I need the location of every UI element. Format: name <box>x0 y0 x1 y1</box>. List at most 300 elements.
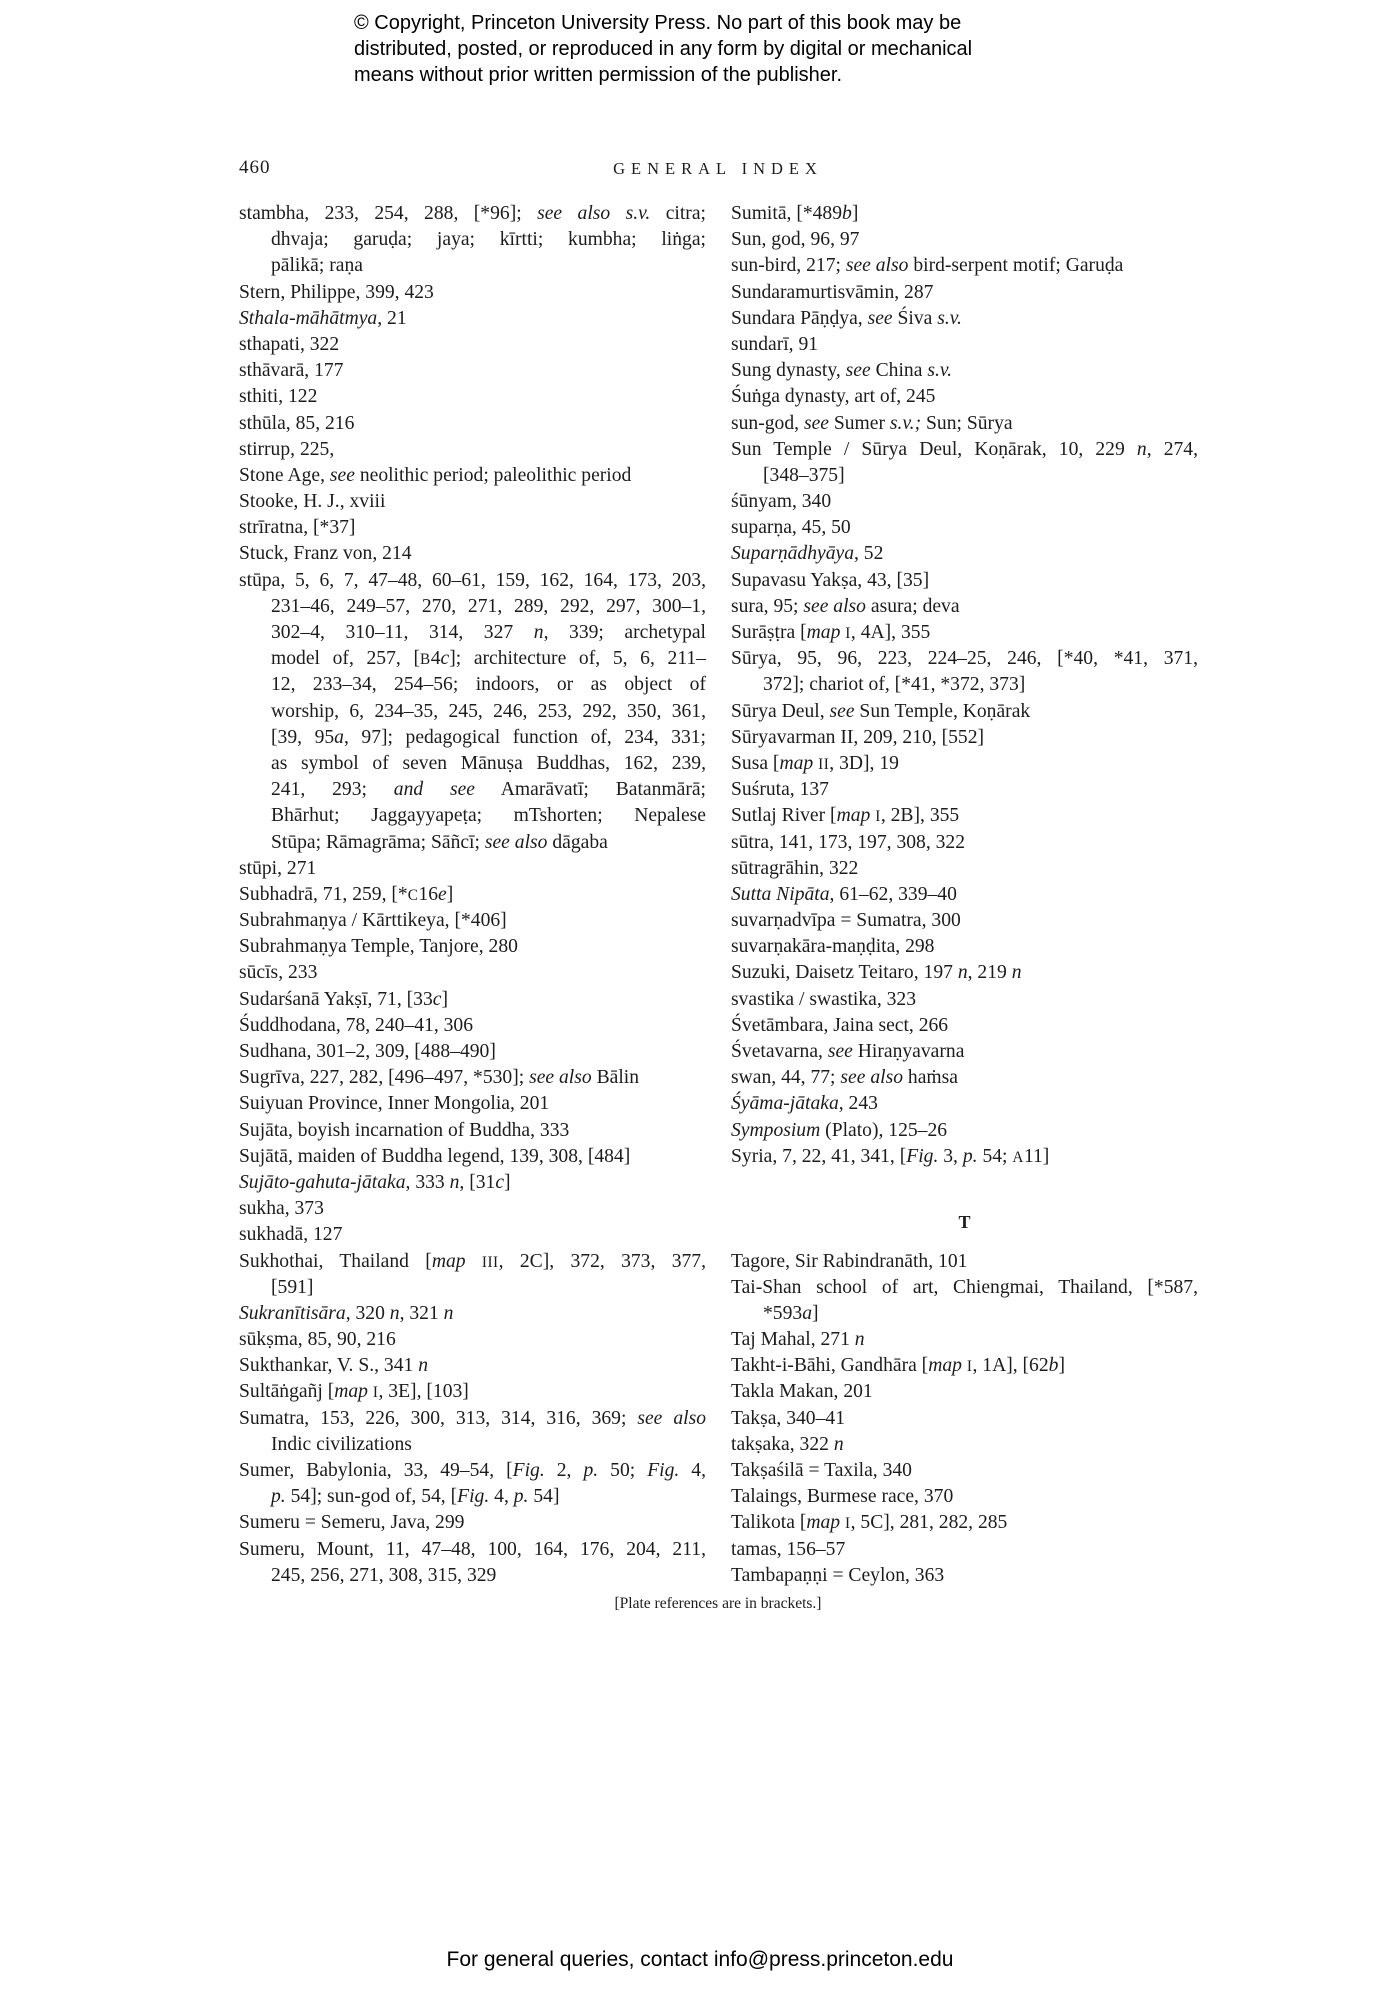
entry-text: ] <box>446 883 454 905</box>
entry-text-italic: e <box>437 883 447 905</box>
entry-text: Bālin <box>591 1067 640 1089</box>
entry-text: sun-god, <box>731 412 804 434</box>
index-entry-line <box>731 646 1198 672</box>
index-entry-line <box>731 227 1198 253</box>
entry-text: dāgaba <box>547 831 608 853</box>
index-entry <box>731 411 1198 437</box>
index-entry-line <box>239 1091 706 1117</box>
index-entry <box>731 201 1198 227</box>
index-entry-line <box>239 437 706 463</box>
entry-text: 231–46, 249–57, 270, 271, 289, 292, 297, 300–1, <box>271 595 706 617</box>
entry-text-italic: n <box>418 1355 429 1377</box>
index-entry <box>239 541 706 567</box>
index-entry-line <box>731 987 1198 1013</box>
index-entry <box>731 280 1198 306</box>
entry-text: Tai-Shan school of art, Chiengmai, Thailand, [*587, <box>731 1276 1198 1298</box>
entry-text: sthiti, 122 <box>239 386 318 408</box>
entry-text-small-caps: C <box>407 886 419 904</box>
index-entry <box>239 1327 706 1353</box>
entry-text-small-caps: I <box>372 1384 379 1402</box>
entry-text: neolithic period; paleolithic period <box>354 464 632 486</box>
entry-text: Tambapaṇṇi = Ceylon, 363 <box>731 1564 945 1586</box>
entry-text: Supavasu Yakṣa, 43, [35] <box>731 569 930 591</box>
index-entry <box>731 1406 1198 1432</box>
index-entry-line <box>731 751 1198 777</box>
index-entry-continuation-line <box>239 725 706 751</box>
entry-text: , [31 <box>459 1171 496 1193</box>
index-entry-line <box>731 1458 1198 1484</box>
entry-text: Suzuki, Daisetz Teitaro, 197 <box>731 962 958 984</box>
index-entry-continuation-line <box>239 646 706 672</box>
entry-text: bird-serpent motif; Garuḍa <box>908 255 1124 277</box>
entry-text: Sun Temple / Sūrya Deul, Koṇārak, 10, 229 <box>731 438 1137 460</box>
entry-text-small-caps: B <box>420 651 431 669</box>
index-entry <box>731 384 1198 410</box>
entry-text: ] <box>1058 1355 1065 1377</box>
index-entry-line <box>239 934 706 960</box>
entry-text-italic: map <box>836 805 871 827</box>
right-column <box>731 201 1198 1589</box>
index-entry <box>731 306 1198 332</box>
entry-text: Śvetavarna, <box>731 1041 828 1062</box>
entry-text: , 2C], 372, 373, 377, <box>498 1250 706 1272</box>
entry-text: sthāvarā, 177 <box>239 360 344 382</box>
index-entry-line <box>239 1065 706 1091</box>
index-entry-line <box>731 960 1198 986</box>
entry-text-italic: b <box>1048 1355 1059 1377</box>
running-head-title: GENERAL INDEX <box>613 159 823 178</box>
entry-text: 3, <box>938 1145 963 1167</box>
entry-text: model of, 257, [ <box>271 648 420 670</box>
entry-text: Subrahmaṇya Temple, Tanjore, 280 <box>239 936 518 958</box>
entry-text: Talaings, Burmese race, 370 <box>731 1486 954 1508</box>
copyright-line: distributed, posted, or reproduced in any form by digital or mechanical <box>354 38 973 60</box>
entry-text: , 243 <box>838 1093 878 1115</box>
index-entry-line <box>731 515 1198 541</box>
entry-text: Sūryavarman II, 209, 210, [552] <box>731 726 985 748</box>
index-entry <box>731 1039 1198 1065</box>
entry-text-italic: see <box>827 1041 853 1062</box>
index-entry <box>239 908 706 934</box>
entry-text: ] <box>851 203 859 224</box>
entry-text: Sutlaj River [ <box>731 805 837 827</box>
contact-footer: For general queries, contact info@press.princeton.edu <box>446 1948 954 1971</box>
entry-text: stūpi, 271 <box>239 857 317 879</box>
entry-text: , 4A], 355 <box>850 622 931 643</box>
index-entry <box>239 1118 706 1144</box>
index-entry-line <box>731 1039 1198 1065</box>
entry-text: Śuddhodana, 78, 240–41, 306 <box>239 1014 474 1036</box>
index-entry <box>731 1065 1198 1091</box>
index-entry-line <box>239 358 706 384</box>
index-entry-line <box>731 1432 1198 1458</box>
entry-text: , 339; archetypal <box>543 622 707 643</box>
index-entry <box>239 882 706 908</box>
index-entry <box>239 1379 706 1405</box>
index-entry-line <box>239 1144 706 1170</box>
index-entry <box>239 1091 706 1117</box>
index-entry-line <box>731 1327 1198 1353</box>
section-heading <box>731 1170 1198 1249</box>
entry-text-italic: map <box>806 1512 841 1534</box>
entry-text: 54]; sun-god of, 54, [ <box>285 1486 458 1508</box>
entry-text: suparṇa, 45, 50 <box>731 517 851 539</box>
index-entry-line <box>239 384 706 410</box>
entry-text: Sun; Sūrya <box>921 412 1013 434</box>
index-entry-line <box>731 1537 1198 1563</box>
index-entry-line <box>731 934 1198 960</box>
entry-text-italic: Sukranītisāra <box>239 1302 346 1324</box>
entry-text: Taj Mahal, 271 <box>731 1329 855 1351</box>
index-entry <box>239 515 706 541</box>
entry-text-small-caps: A <box>1012 1148 1024 1166</box>
index-entry <box>731 1484 1198 1510</box>
index-entry <box>731 541 1198 567</box>
entry-text-italic: Fig. <box>457 1486 490 1508</box>
entry-text: , 61–62, 339–40 <box>829 883 957 905</box>
index-entry-line <box>731 384 1198 410</box>
entry-text: 50; <box>598 1460 648 1481</box>
entry-text: citra; <box>650 203 706 224</box>
entry-text-italic: see also s.v. <box>537 203 651 224</box>
entry-text: Suśruta, 137 <box>731 779 829 801</box>
entry-text: stirrup, 225, <box>239 438 335 460</box>
index-entry-line <box>731 1379 1198 1405</box>
entry-text-italic: Sujāto-gahuta-jātaka <box>239 1171 406 1193</box>
index-entry-continuation-line <box>239 620 706 646</box>
entry-text-italic: n <box>957 962 968 984</box>
entry-text-italic: Fig. <box>906 1145 939 1167</box>
index-entry-line <box>731 1091 1198 1117</box>
index-section-s <box>731 201 1198 1170</box>
entry-text: strīratna, [*37] <box>239 517 356 539</box>
index-entry-line <box>239 1458 706 1484</box>
entry-text-small-caps: I <box>845 1515 851 1533</box>
index-entry <box>731 437 1198 489</box>
index-entry-line <box>731 1510 1198 1536</box>
entry-text: Takṣa, 340–41 <box>731 1407 845 1429</box>
index-entry-line <box>239 1510 706 1536</box>
index-entry-line <box>731 699 1198 725</box>
entry-text: (Plato), 125–26 <box>820 1119 948 1141</box>
index-entry <box>239 332 706 358</box>
section-heading-letter: T <box>958 1212 971 1233</box>
index-entry <box>239 987 706 1013</box>
entry-text-italic: c <box>495 1171 505 1193</box>
index-entry-line <box>239 306 706 332</box>
entry-text-italic: n <box>443 1302 454 1324</box>
entry-text: stambha, 233, 254, 288, [*96]; <box>239 203 538 224</box>
index-entry-continuation-line <box>731 1301 1198 1327</box>
entry-text-italic: n <box>449 1171 460 1193</box>
entry-text: stūpa, 5, 6, 7, 47–48, 60–61, 159, 162, 164, 173, 203, <box>239 569 706 591</box>
index-entry-line <box>731 253 1198 279</box>
index-entry-continuation-line <box>239 699 706 725</box>
index-entry <box>239 463 706 489</box>
index-entry <box>239 1301 706 1327</box>
index-entry <box>731 515 1198 541</box>
index-entry <box>731 725 1198 751</box>
entry-text: suvarṇadvīpa = Sumatra, 300 <box>731 910 961 932</box>
entry-text: Śvetāmbara, Jaina sect, 266 <box>731 1014 949 1036</box>
entry-text-italic: c <box>432 988 442 1010</box>
entry-text-italic: b <box>842 203 852 224</box>
index-entry <box>239 1510 706 1536</box>
index-entry <box>731 594 1198 620</box>
entry-text: Stern, Philippe, 399, 423 <box>239 281 434 303</box>
index-entry-line <box>731 358 1198 384</box>
index-entry <box>239 1249 706 1301</box>
entry-text-italic: n <box>533 622 544 643</box>
entry-text: Sumeru = Semeru, Java, 299 <box>239 1512 465 1534</box>
entry-text-italic: s.v. <box>937 307 962 329</box>
index-entry <box>731 1563 1198 1589</box>
entry-text: Sudarśanā Yakṣī, 71, [33 <box>239 988 433 1010</box>
entry-text: , 1A], [62 <box>972 1355 1049 1377</box>
index-entry <box>731 882 1198 908</box>
index-entry-line <box>731 1144 1198 1170</box>
entry-text: , 97]; pedagogical function of, 234, 331; <box>343 726 707 748</box>
entry-text: Śiva <box>892 307 938 329</box>
index-entry <box>239 1196 706 1222</box>
index-entry-line <box>731 882 1198 908</box>
entry-text: Takla Makan, 201 <box>731 1381 873 1403</box>
index-entry-line <box>239 960 706 986</box>
index-entry <box>731 1327 1198 1353</box>
entry-text-italic: a <box>802 1302 812 1324</box>
entry-text-italic: map <box>334 1381 368 1403</box>
index-entry-continuation-line <box>731 672 1198 698</box>
index-entry-line <box>239 489 706 515</box>
entry-text: ] <box>504 1171 511 1193</box>
index-entry <box>731 1118 1198 1144</box>
entry-text-italic: p. <box>962 1145 978 1167</box>
index-entry <box>239 1222 706 1248</box>
index-entry <box>731 1458 1198 1484</box>
index-entry-line <box>239 856 706 882</box>
index-entry-line <box>731 725 1198 751</box>
index-entry <box>239 1013 706 1039</box>
entry-text: 54] <box>528 1486 560 1508</box>
index-entry-line <box>731 411 1198 437</box>
index-entry-line <box>731 541 1198 567</box>
index-entry-continuation-line <box>731 463 1198 489</box>
index-entry <box>731 856 1198 882</box>
index-entry-line <box>239 1301 706 1327</box>
index-entry-line <box>239 1039 706 1065</box>
entry-text: as symbol of seven Mānuṣa Buddhas, 162, 239, <box>271 752 706 774</box>
index-entry-line <box>731 908 1198 934</box>
index-entry-line <box>731 1406 1198 1432</box>
index-entry <box>731 751 1198 777</box>
entry-text: Indic civilizations <box>271 1433 412 1455</box>
index-entry <box>731 620 1198 646</box>
index-entry <box>239 280 706 306</box>
entry-text: Sūrya Deul, <box>731 700 830 722</box>
index-entry-line <box>731 568 1198 594</box>
index-entry <box>731 1091 1198 1117</box>
entry-text: takṣaka, 322 <box>731 1433 834 1455</box>
entry-text: sura, 95; <box>731 595 804 617</box>
entry-text-italic: map <box>431 1250 466 1272</box>
index-entry-continuation-line <box>239 1432 706 1458</box>
entry-text-italic: p. <box>583 1460 599 1481</box>
entry-text: , 5C], 281, 282, 285 <box>850 1512 1008 1534</box>
entry-text: 2, <box>544 1460 584 1481</box>
index-entry <box>731 1013 1198 1039</box>
entry-text-italic: s.v.; <box>889 412 922 434</box>
index-entry-line <box>239 1537 706 1563</box>
entry-text-small-caps: I <box>966 1358 973 1376</box>
entry-text: Sumitā, [*489 <box>731 203 843 224</box>
index-entry <box>731 1249 1198 1275</box>
plate-references-note: [Plate references are in brackets.] <box>614 1595 822 1612</box>
entry-text: 245, 256, 271, 308, 315, 329 <box>271 1564 497 1586</box>
entry-text: , 52 <box>854 543 884 565</box>
entry-text: Sultāṅgañj [ <box>239 1381 335 1403</box>
entry-text-italic: see <box>329 464 355 486</box>
entry-text: , 3E], [103] <box>378 1381 469 1403</box>
entry-text-italic: see <box>867 307 893 329</box>
entry-text-italic: Sutta Nipāta <box>731 883 830 905</box>
index-entry-line <box>731 332 1198 358</box>
index-entry <box>731 489 1198 515</box>
copyright-line: © Copyright, Princeton University Press. No part of this book may be <box>354 12 962 34</box>
entry-text: Takht-i-Bāhi, Gandhāra [ <box>731 1355 929 1377</box>
entry-text-italic: a <box>334 726 344 748</box>
index-entry <box>239 1065 706 1091</box>
entry-text: Stooke, H. J., xviii <box>239 491 386 513</box>
entry-text: 302–4, 310–11, 314, 327 <box>271 622 534 643</box>
index-entry-continuation-line <box>239 803 706 829</box>
entry-text: Sumatra, 153, 226, 300, 313, 314, 316, 369; <box>239 1407 638 1429</box>
index-section-t <box>731 1249 1198 1589</box>
entry-text: sukha, 373 <box>239 1198 324 1220</box>
index-entry <box>731 1537 1198 1563</box>
index-entry <box>731 568 1198 594</box>
entry-text-italic: n <box>1011 962 1022 984</box>
entry-text-italic: Fig. <box>647 1460 680 1481</box>
entry-text: Sumeru, Mount, 11, 47–48, 100, 164, 176, 204, 211, <box>239 1538 706 1560</box>
entry-text-italic: n <box>833 1433 844 1455</box>
entry-text: Sujātā, maiden of Buddha legend, 139, 308, [484] <box>239 1145 631 1167</box>
index-entry <box>731 987 1198 1013</box>
index-entry-line <box>731 1013 1198 1039</box>
entry-text-italic: Fig. <box>512 1460 545 1481</box>
index-entry <box>239 201 706 280</box>
entry-text: ]; architecture of, 5, 6, 211– <box>449 648 706 670</box>
entry-text: Syria, 7, 22, 41, 341, [ <box>731 1145 907 1167</box>
index-entry <box>239 411 706 437</box>
entry-text: dhvaja; garuḍa; jaya; kīrtti; kumbha; liṅga; <box>271 229 706 251</box>
index-entry-line <box>239 201 706 227</box>
entry-text: ] <box>811 1302 819 1324</box>
entry-text: Sundaramurtisvāmin, 287 <box>731 281 934 303</box>
index-entry-line <box>731 1065 1198 1091</box>
index-entry-line <box>731 1275 1198 1301</box>
entry-text-italic: p. <box>513 1486 529 1508</box>
entry-text: asura; deva <box>865 595 960 617</box>
entry-text: Sūrya, 95, 96, 223, 224–25, 246, [*40, *41, 371, <box>731 648 1198 670</box>
entry-text: Stūpa; Rāmagrāma; Sāñcī; <box>271 831 485 853</box>
index-entry-line <box>731 1484 1198 1510</box>
entry-text: [39, 95 <box>271 726 335 748</box>
index-entry <box>731 830 1198 856</box>
index-entry <box>731 227 1198 253</box>
index-entry <box>731 1275 1198 1327</box>
entry-text: Sumer <box>828 412 890 434</box>
entry-text-italic: Suparṇādhyāya <box>731 543 854 565</box>
entry-text: 241, 293; <box>271 779 394 801</box>
entry-text: worship, 6, 234–35, 245, 246, 253, 292, 350, 361, <box>271 700 706 722</box>
index-entry-line <box>731 306 1198 332</box>
entry-text: haṁsa <box>903 1067 958 1089</box>
page-number: 460 <box>239 157 271 178</box>
index-entry-continuation-line <box>239 227 706 253</box>
index-entry <box>731 332 1198 358</box>
entry-text-italic: see also <box>484 831 548 853</box>
index-entry <box>731 253 1198 279</box>
index-entry <box>239 358 706 384</box>
index-entry-line <box>731 830 1198 856</box>
entry-text: Sun, god, 96, 97 <box>731 229 860 251</box>
index-entry-line <box>239 332 706 358</box>
entry-text: Bhārhut; Jaggayyapeṭa; mTshorten; Nepalese <box>271 805 706 827</box>
entry-text: sundarī, 91 <box>731 333 819 355</box>
entry-text: Takṣaśilā = Taxila, 340 <box>731 1460 912 1482</box>
index-entry-continuation-line <box>239 253 706 279</box>
entry-text: , 3D], 19 <box>829 752 899 774</box>
entry-text-italic: n <box>1136 438 1147 460</box>
entry-text-italic: see also <box>845 255 909 277</box>
entry-text-italic: n <box>854 1329 865 1351</box>
entry-text-small-caps: I <box>875 808 881 826</box>
index-entry <box>239 1537 706 1589</box>
index-entry <box>239 934 706 960</box>
entry-text: Stone Age, <box>239 464 330 486</box>
index-entry-line <box>731 489 1198 515</box>
entry-text: sthapati, 322 <box>239 333 340 355</box>
index-entry <box>731 1510 1198 1536</box>
index-entry-line <box>239 541 706 567</box>
index-entry <box>239 960 706 986</box>
entry-text: pālikā; raṇa <box>271 255 363 277</box>
entry-text: 4, <box>489 1486 514 1508</box>
entry-text: Subrahmaṇya / Kārttikeya, [*406] <box>239 910 507 932</box>
index-entry <box>239 1039 706 1065</box>
index-entry-line <box>239 1196 706 1222</box>
copyright-notice <box>354 10 972 88</box>
entry-text: Sukthankar, V. S., 341 <box>239 1355 419 1377</box>
index-entry <box>731 1379 1198 1405</box>
index-entry <box>239 1144 706 1170</box>
index-entry-line <box>239 987 706 1013</box>
index-entry-line <box>239 1013 706 1039</box>
index-entry-line <box>239 568 706 594</box>
index-entry <box>731 1432 1198 1458</box>
index-entry-continuation-line <box>239 672 706 698</box>
entry-text: Talikota [ <box>731 1512 807 1534</box>
index-entry-continuation-line <box>239 830 706 856</box>
index-entry <box>731 803 1198 829</box>
entry-text: 372]; chariot of, [*41, *372, 373] <box>763 674 1026 696</box>
entry-text: 11] <box>1023 1145 1050 1167</box>
entry-text-italic: see <box>803 412 829 434</box>
entry-text: sukhadā, 127 <box>239 1224 343 1246</box>
entry-text-small-caps: III <box>481 1253 499 1271</box>
entry-text-italic: see also <box>803 595 866 617</box>
entry-text: sūkṣma, 85, 90, 216 <box>239 1329 396 1351</box>
